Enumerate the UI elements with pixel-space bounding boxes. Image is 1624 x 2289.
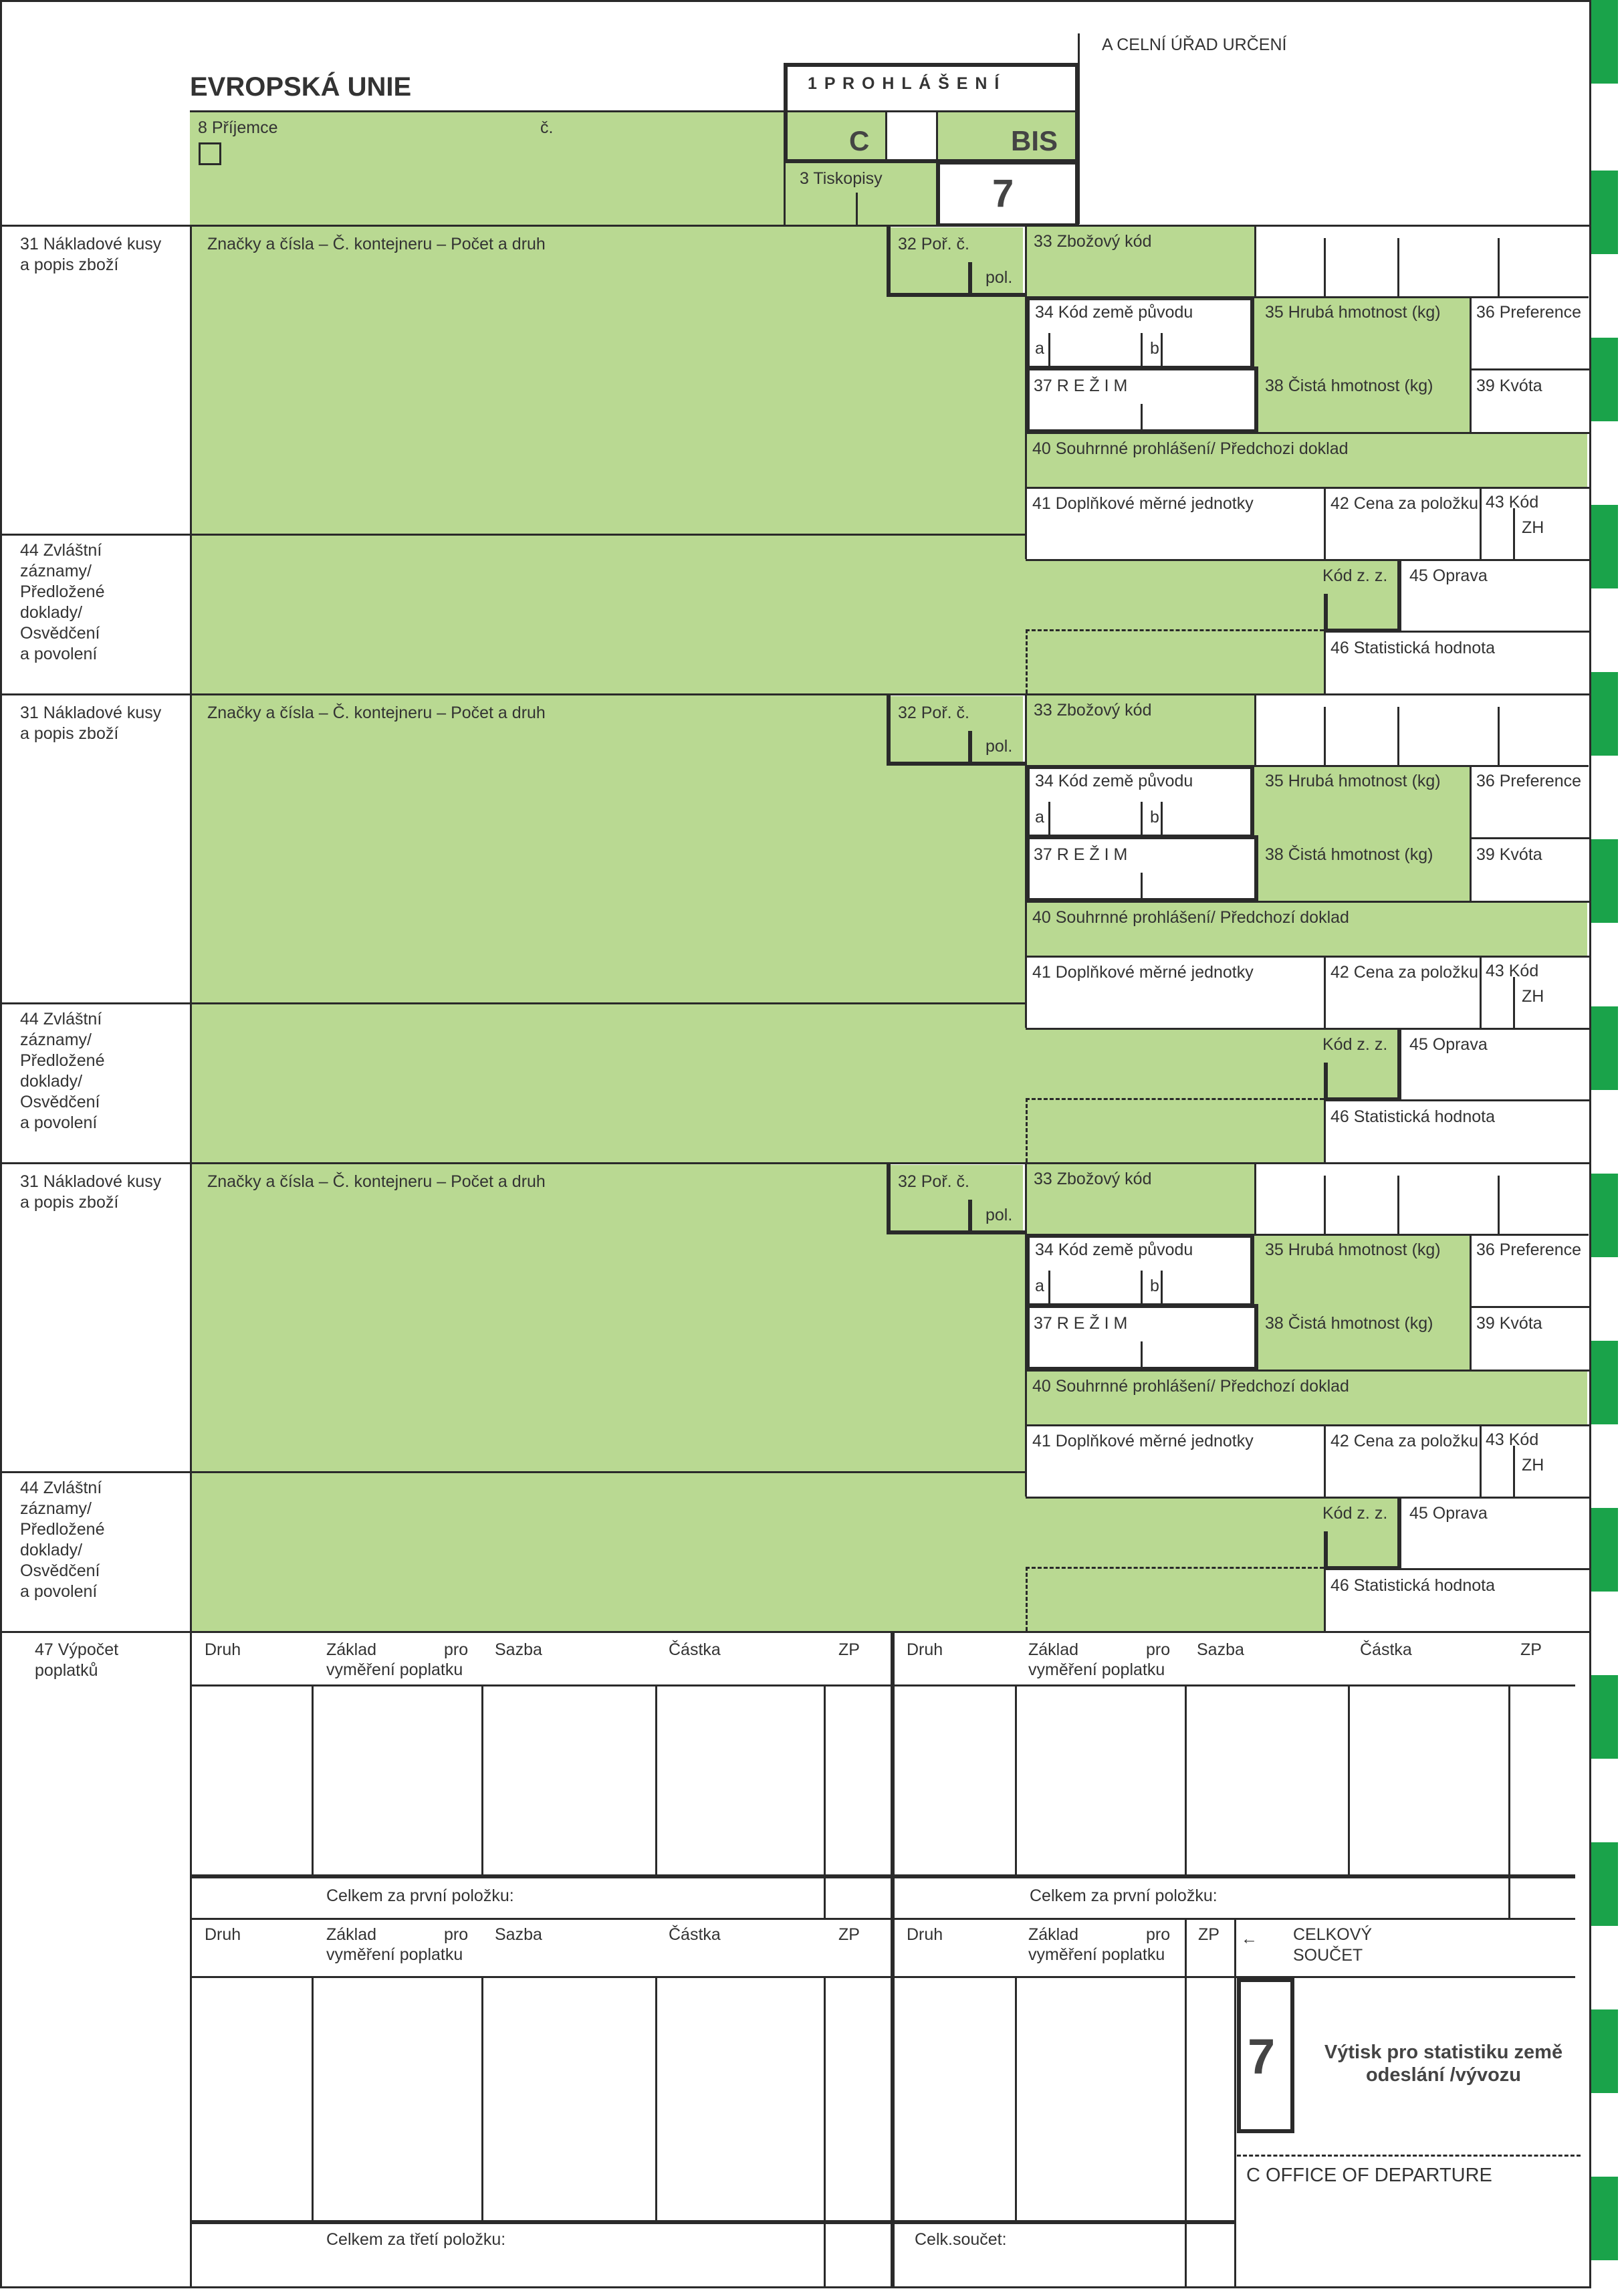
divider xyxy=(1324,1566,1401,1570)
special-mentions-field[interactable] xyxy=(1026,1028,1324,1162)
divider xyxy=(655,1976,657,2220)
charges-label: 47 Výpočet poplatků xyxy=(35,1640,119,1680)
adjustment-label: 45 Oprava xyxy=(1409,1504,1488,1523)
divider xyxy=(887,693,891,766)
col-base-sub: vyměření poplatku xyxy=(326,1945,463,1964)
divider xyxy=(1397,559,1401,633)
packages-label: 31 Nákladové kusy a popis zboží xyxy=(20,1172,162,1212)
consignee-field[interactable] xyxy=(190,111,785,225)
divider xyxy=(190,1631,192,2288)
preference-label: 36 Preference xyxy=(1476,1240,1582,1259)
origin-label: 34 Kód země původu xyxy=(1035,1240,1193,1259)
code-label: 43 Kód xyxy=(1486,1430,1539,1449)
divider xyxy=(1026,559,1590,561)
divider xyxy=(1324,1531,1328,1570)
divider xyxy=(1324,1424,1326,1498)
col-base: Základ xyxy=(326,1640,377,1659)
divider xyxy=(856,193,858,226)
divider xyxy=(885,112,887,159)
divider xyxy=(1324,631,1326,693)
divider xyxy=(1141,404,1143,432)
side-strip xyxy=(1591,171,1618,254)
procedure-label: 37 R E Ž I M xyxy=(1034,845,1128,864)
commodity-code-label: 33 Zbožový kód xyxy=(1034,1170,1152,1188)
item-no-label: 32 Poř. č. xyxy=(898,703,969,722)
col-mp: ZP xyxy=(838,1640,860,1659)
col-base-pro: pro xyxy=(444,1640,469,1659)
packages-label: 31 Nákladové kusy a popis zboží xyxy=(20,703,162,743)
divider xyxy=(891,1631,895,2288)
side-strip xyxy=(1591,2177,1618,2260)
divider xyxy=(1161,802,1163,837)
divider xyxy=(1498,238,1500,298)
divider xyxy=(190,110,785,112)
divider xyxy=(1161,1271,1163,1305)
col-type: Druh xyxy=(205,1640,241,1659)
col-mp: ZP xyxy=(838,1925,860,1944)
grand-total-arrow: ← xyxy=(1241,1929,1258,1948)
divider xyxy=(1254,296,1589,298)
code-label: 43 Kód xyxy=(1486,962,1539,980)
divider xyxy=(1185,1918,1187,2288)
divider xyxy=(1324,487,1326,560)
divider xyxy=(190,1874,1575,1878)
divider xyxy=(312,1976,314,2220)
divider xyxy=(190,1162,192,1631)
col-type: Druh xyxy=(907,1640,943,1659)
origin-b: b xyxy=(1150,1277,1159,1295)
divider xyxy=(1470,368,1590,370)
supp-units-label: 41 Doplňkové měrné jednotky xyxy=(1032,494,1254,513)
divider xyxy=(0,1471,1026,1473)
side-strip xyxy=(1591,0,1618,84)
code-sub: ZH xyxy=(1522,518,1544,537)
code-label: 43 Kód xyxy=(1486,493,1539,512)
divider xyxy=(1048,333,1050,368)
divider xyxy=(1141,333,1143,368)
side-strip xyxy=(1591,1341,1618,1424)
divider xyxy=(1254,765,1589,767)
preference-label: 36 Preference xyxy=(1476,772,1582,790)
divider xyxy=(1397,631,1590,633)
col-mp: ZP xyxy=(1198,1925,1220,1944)
divider xyxy=(1026,1028,1590,1030)
divider xyxy=(1026,487,1590,489)
divider xyxy=(1397,1099,1590,1101)
col-base: Základ xyxy=(1028,1925,1079,1944)
consignee-checkbox[interactable] xyxy=(199,142,221,165)
col-base-sub: vyměření poplatku xyxy=(1028,1660,1165,1679)
origin-b: b xyxy=(1150,808,1159,827)
divider xyxy=(1185,1684,1187,1876)
divider xyxy=(1470,296,1472,432)
divider xyxy=(1513,1446,1515,1498)
commodity-code-label: 33 Zbožový kód xyxy=(1034,232,1152,251)
col-base: Základ xyxy=(1028,1640,1079,1659)
divider xyxy=(1254,693,1256,767)
special-code-label: Kód z. z. xyxy=(1322,1504,1388,1523)
dashed-line xyxy=(1026,629,1028,693)
divider xyxy=(1048,802,1050,837)
side-strip xyxy=(1591,1675,1618,1759)
declaration-bis: BIS xyxy=(1011,125,1058,156)
divider xyxy=(1254,1162,1256,1236)
col-rate: Sazba xyxy=(1197,1640,1244,1659)
total-first: Celkem za první položku: xyxy=(326,1886,514,1905)
union-title: EVROPSKÁ UNIE xyxy=(190,72,412,102)
divider xyxy=(1026,1424,1590,1426)
item-no-suffix: pol. xyxy=(985,268,1013,287)
divider xyxy=(824,1976,826,2288)
divider xyxy=(1324,707,1326,767)
divider xyxy=(190,1976,1236,1978)
stat-value-label: 46 Statistická hodnota xyxy=(1330,1576,1495,1595)
divider xyxy=(1508,1684,1510,1920)
origin-label: 34 Kód země původu xyxy=(1035,772,1193,790)
col-base-pro: pro xyxy=(444,1925,469,1944)
divider xyxy=(1348,1684,1350,1876)
divider xyxy=(1397,707,1399,767)
copy-text: Výtisk pro statistiku země odeslání /vývozu xyxy=(1324,2042,1563,2086)
divider xyxy=(1470,1234,1472,1370)
side-strip xyxy=(1591,1508,1618,1592)
side-strip xyxy=(1591,1006,1618,1090)
divider xyxy=(1498,707,1500,767)
divider xyxy=(0,1631,1591,1633)
origin-b: b xyxy=(1150,339,1159,358)
divider xyxy=(1141,1341,1143,1370)
divider xyxy=(0,1002,1026,1004)
consignee-no-label: č. xyxy=(540,118,554,137)
code-sub: ZH xyxy=(1522,1456,1544,1475)
consignee-label: 8 Příjemce xyxy=(198,118,278,137)
packages-label: 31 Nákladové kusy a popis zboží xyxy=(20,235,162,274)
item-price-label: 42 Cena za položku xyxy=(1330,1432,1478,1450)
divider xyxy=(1015,1976,1017,2220)
divider xyxy=(1480,1424,1482,1498)
stat-value-label: 46 Statistická hodnota xyxy=(1330,639,1495,657)
divider xyxy=(968,1200,972,1233)
divider xyxy=(1397,1497,1401,1570)
divider xyxy=(968,731,972,764)
copy-number: 7 xyxy=(992,172,1014,215)
supp-units-label: 41 Doplňkové měrné jednotky xyxy=(1032,963,1254,982)
col-type: Druh xyxy=(907,1925,943,1944)
office-departure-label: C OFFICE OF DEPARTURE xyxy=(1246,2165,1492,2186)
divider xyxy=(1324,1063,1328,1101)
marks-label: Značky a čísla – Č. kontejneru – Počet a druh xyxy=(207,1172,546,1191)
divider xyxy=(1324,1097,1401,1101)
divider xyxy=(1324,1099,1326,1162)
special-label: 44 Zvláštní záznamy/ Předložené doklady/ Osvědčení a povolení xyxy=(20,541,105,663)
divider xyxy=(1480,487,1482,560)
col-base-pro: pro xyxy=(1146,1925,1171,1944)
col-type: Druh xyxy=(205,1925,241,1944)
divider xyxy=(190,1684,1575,1686)
divider xyxy=(887,225,891,297)
marks-label: Značky a čísla – Č. kontejneru – Počet a druh xyxy=(207,703,546,722)
divider xyxy=(1324,629,1401,633)
dashed-line xyxy=(1026,1098,1028,1162)
procedure-label: 37 R E Ž I M xyxy=(1034,1314,1128,1333)
divider xyxy=(1141,802,1143,837)
item-price-label: 42 Cena za položku xyxy=(1330,963,1478,982)
divider xyxy=(1397,238,1399,298)
side-strip xyxy=(1591,839,1618,923)
dashed-line xyxy=(1237,2155,1581,2157)
declaration-c-field[interactable] xyxy=(788,112,885,159)
commodity-code-label: 33 Zbožový kód xyxy=(1034,701,1152,720)
special-mentions-field[interactable] xyxy=(1026,559,1324,693)
divider xyxy=(887,293,1026,297)
declaration-c: C xyxy=(849,125,870,156)
col-base: Základ xyxy=(326,1925,377,1944)
divider xyxy=(1026,1370,1590,1372)
divider xyxy=(481,1976,483,2220)
footer-copy-number: 7 xyxy=(1248,2029,1276,2084)
marks-label: Značky a čísla – Č. kontejneru – Počet a druh xyxy=(207,235,546,253)
special-code-label: Kód z. z. xyxy=(1322,566,1388,585)
divider xyxy=(784,163,786,226)
divider xyxy=(1026,1497,1590,1499)
divider xyxy=(1324,1176,1326,1236)
divider xyxy=(1397,1176,1399,1236)
side-strip xyxy=(1591,2009,1618,2093)
side-strip xyxy=(1591,1842,1618,1926)
special-label: 44 Zvláštní záznamy/ Předložené doklady/ Osvědčení a povolení xyxy=(20,1010,105,1132)
divider xyxy=(1397,1028,1401,1101)
special-mentions-field[interactable] xyxy=(190,1004,1026,1162)
special-mentions-field[interactable] xyxy=(1026,1497,1324,1631)
divider xyxy=(1141,873,1143,901)
origin-label: 34 Kód země původu xyxy=(1035,303,1193,322)
total-first: Celkem za první položku: xyxy=(1030,1886,1217,1905)
divider xyxy=(1254,225,1256,298)
quota-label: 39 Kvóta xyxy=(1476,376,1542,395)
divider xyxy=(887,762,1026,766)
divider xyxy=(655,1684,657,1876)
net-mass-label: 38 Čistá hmotnost (kg) xyxy=(1265,845,1433,864)
adjustment-label: 45 Oprava xyxy=(1409,566,1488,585)
divider xyxy=(1026,432,1590,434)
side-strip xyxy=(1591,505,1618,588)
divider xyxy=(1324,238,1326,298)
item-no-suffix: pol. xyxy=(985,737,1013,756)
summary-declaration-label: 40 Souhrnné prohlášení/ Předchozí doklad xyxy=(1032,908,1349,927)
divider xyxy=(1234,1918,1236,2288)
side-strip xyxy=(1591,338,1618,421)
divider xyxy=(1324,594,1328,633)
divider xyxy=(1026,956,1590,958)
col-base-sub: vyměření poplatku xyxy=(326,1660,463,1679)
divider xyxy=(1470,765,1472,901)
col-amount: Částka xyxy=(669,1640,721,1659)
divider xyxy=(887,1230,1026,1234)
divider xyxy=(1324,1568,1326,1631)
dashed-line xyxy=(1026,629,1324,631)
divider xyxy=(0,693,1591,695)
col-rate: Sazba xyxy=(495,1925,542,1944)
side-strip xyxy=(1591,1174,1618,1257)
divider xyxy=(190,225,192,693)
divider xyxy=(1498,1176,1500,1236)
procedure-label: 37 R E Ž I M xyxy=(1034,376,1128,395)
net-mass-label: 38 Čistá hmotnost (kg) xyxy=(1265,376,1433,395)
col-amount: Částka xyxy=(1360,1640,1412,1659)
col-base-pro: pro xyxy=(1146,1640,1171,1659)
divider xyxy=(481,1684,483,1876)
gross-mass-label: 35 Hrubá hmotnost (kg) xyxy=(1265,772,1441,790)
adjustment-label: 45 Oprava xyxy=(1409,1035,1488,1054)
divider xyxy=(0,534,1026,536)
col-base-sub: vyměření poplatku xyxy=(1028,1945,1165,1964)
quota-label: 39 Kvóta xyxy=(1476,845,1542,864)
grand-total-short: Celk.součet: xyxy=(915,2230,1007,2249)
divider xyxy=(887,1162,891,1234)
divider xyxy=(1324,956,1326,1029)
divider xyxy=(824,1684,826,1920)
divider xyxy=(190,1918,1575,1920)
col-mp: ZP xyxy=(1520,1640,1542,1659)
divider xyxy=(968,262,972,296)
divider xyxy=(1397,1568,1590,1570)
divider xyxy=(1470,837,1590,839)
divider xyxy=(190,2220,1236,2224)
col-amount: Částka xyxy=(669,1925,721,1944)
item-no-label: 32 Poř. č. xyxy=(898,235,969,253)
field-a-label: A CELNÍ ÚŘAD URČENÍ xyxy=(1102,35,1287,54)
code-sub: ZH xyxy=(1522,987,1544,1006)
forms-label: 3 Tiskopisy xyxy=(800,169,883,188)
divider xyxy=(1480,956,1482,1029)
grand-total-label: CELKOVÝ SOUČET xyxy=(1293,1925,1373,1965)
divider xyxy=(1141,1271,1143,1305)
divider xyxy=(1161,333,1163,368)
divider xyxy=(1048,1271,1050,1305)
divider xyxy=(1470,1306,1590,1308)
origin-a: a xyxy=(1035,1277,1044,1295)
dashed-line xyxy=(1026,1098,1324,1100)
item-no-label: 32 Poř. č. xyxy=(898,1172,969,1191)
divider xyxy=(0,1162,1591,1164)
special-code-label: Kód z. z. xyxy=(1322,1035,1388,1054)
item-no-suffix: pol. xyxy=(985,1206,1013,1224)
side-strip xyxy=(1591,672,1618,756)
gross-mass-label: 35 Hrubá hmotnost (kg) xyxy=(1265,303,1441,322)
total-third: Celkem za třetí položku: xyxy=(326,2230,506,2249)
summary-declaration-label: 40 Souhrnné prohlášení/ Předchozí doklad xyxy=(1032,1377,1349,1396)
preference-label: 36 Preference xyxy=(1476,303,1582,322)
divider xyxy=(1513,508,1515,560)
stat-value-label: 46 Statistická hodnota xyxy=(1330,1107,1495,1126)
col-rate: Sazba xyxy=(495,1640,542,1659)
special-mentions-field[interactable] xyxy=(190,536,1026,693)
summary-declaration-label: 40 Souhrnné prohlášení/ Předchozi doklad xyxy=(1032,439,1349,458)
divider xyxy=(1513,977,1515,1029)
net-mass-label: 38 Čistá hmotnost (kg) xyxy=(1265,1314,1433,1333)
origin-a: a xyxy=(1035,808,1044,827)
origin-a: a xyxy=(1035,339,1044,358)
divider xyxy=(0,225,1591,227)
divider xyxy=(1026,901,1590,903)
divider xyxy=(190,693,192,1162)
supp-units-label: 41 Doplňkové měrné jednotky xyxy=(1032,1432,1254,1450)
declaration-label: 1 P R O H L Á Š E N Í xyxy=(808,74,1001,93)
divider xyxy=(1254,1234,1589,1236)
gross-mass-label: 35 Hrubá hmotnost (kg) xyxy=(1265,1240,1441,1259)
special-label: 44 Zvláštní záznamy/ Předložené doklady/ Osvědčení a povolení xyxy=(20,1479,105,1601)
item-price-label: 42 Cena za položku xyxy=(1330,494,1478,513)
special-mentions-field[interactable] xyxy=(190,1473,1026,1631)
dashed-line xyxy=(1026,1567,1324,1569)
dashed-line xyxy=(1026,1567,1028,1631)
quota-label: 39 Kvóta xyxy=(1476,1314,1542,1333)
divider xyxy=(312,1684,314,1876)
divider xyxy=(1015,1684,1017,1876)
